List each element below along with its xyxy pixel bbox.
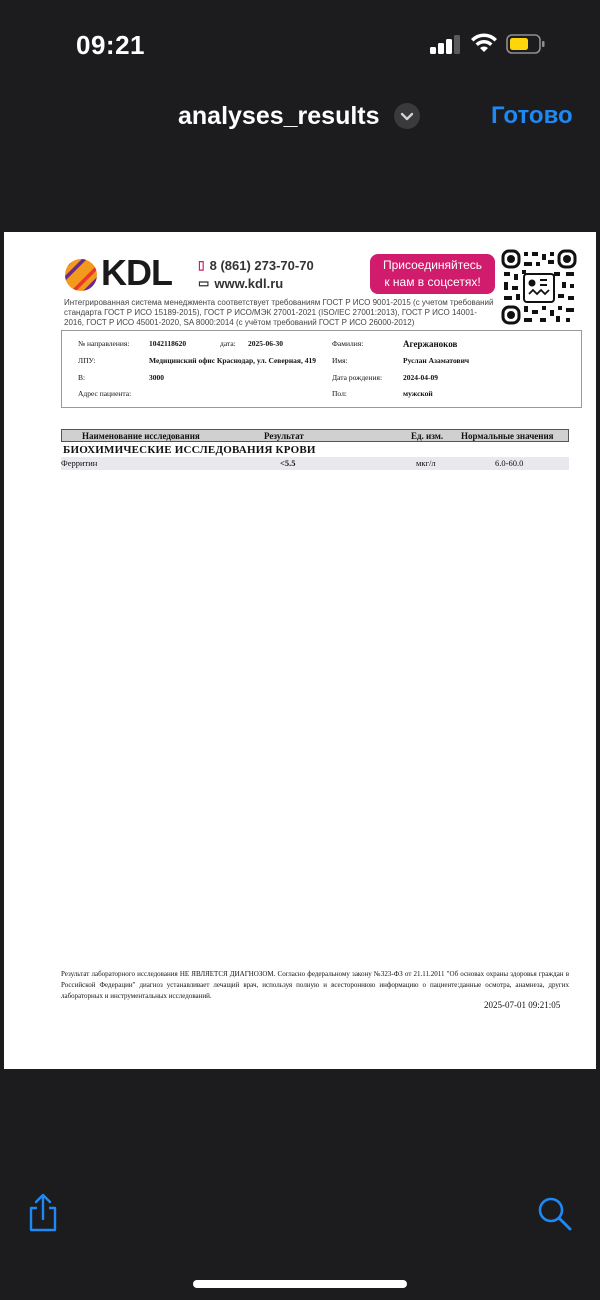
col-name-header: Наименование исследования (82, 431, 200, 441)
surname-label: Фамилия: (332, 339, 364, 348)
share-icon[interactable] (26, 1193, 60, 1233)
v-value: 3000 (149, 373, 164, 382)
address-label: Адрес пациента: (78, 389, 132, 398)
social-line-2: к нам в соцсетях! (384, 275, 481, 289)
table-row (61, 457, 569, 470)
patient-info-box (61, 330, 582, 408)
birth-value: 2024-04-09 (403, 373, 438, 382)
lpu-value: Медицинский офис Краснодар, ул. Северная, 419 (149, 356, 316, 365)
nav-bar (0, 95, 600, 139)
print-timestamp: 2025-07-01 09:21:05 (484, 1000, 561, 1010)
disclaimer-text: Результат лабораторного исследования НЕ ЯВЛЯЕТСЯ ДИАГНОЗОМ. Согласно федеральному закону №323-ФЗ от 21.11.2011 "Об основах охраны здоровья граждан в Российской Федерации" диагноз устанавливает лечащий врач, используя полную и всестороннюю информацию о пациенте:данные осмотра, анамнеза, других лабораторных и инструментальных исследований. (61, 970, 569, 1000)
date-value: 2025-06-30 (248, 339, 283, 348)
sex-value: мужской (403, 389, 433, 398)
row-result: <5.5 (280, 458, 296, 468)
iso-certification-text: Интегрированная система менеджмента соответствует требованиям ГОСТ Р ИСО 9001-2015 (с учетом требований стандарта ГОСТ Р ИСО 15189-2015), ГОСТ Р ИСО/МЭК 27001-2021 (ISO/IEC 27001:2013), ГОСТ Р ИСО 14001-2016, ГОСТ Р ИСО 45001-2020, SA 8000:2014 (с учётом требований ГОСТ Р ИСО 26000-2012) (64, 298, 494, 327)
kdl-logo-icon (64, 258, 98, 292)
col-result-header: Результат (264, 431, 304, 441)
section-title: БИОХИМИЧЕСКИЕ ИССЛЕДОВАНИЯ КРОВИ (63, 444, 316, 456)
status-time: 09:21 (76, 30, 145, 60)
status-bar (0, 0, 600, 90)
battery-icon (506, 33, 546, 55)
social-line-1: Присоединяйтесь (382, 258, 483, 272)
referral-value: 1042118620 (149, 339, 187, 348)
birth-label: Дата рождения: (332, 373, 383, 382)
lpu-label: ЛПУ: (78, 356, 96, 365)
row-norm: 6.0-60.0 (495, 458, 524, 468)
home-indicator[interactable] (193, 1280, 407, 1288)
document-title[interactable]: analyses_results (178, 102, 380, 130)
phone-icon: ▯ (198, 258, 205, 272)
row-unit: мкг/л (416, 458, 436, 468)
surname-value: Агержаноков (403, 339, 458, 349)
results-table-header (61, 429, 569, 442)
contact-block (198, 256, 314, 292)
wifi-icon (470, 32, 498, 54)
col-norm-header: Нормальные значения (461, 431, 554, 441)
date-label: дата: (220, 339, 236, 348)
social-banner[interactable] (370, 254, 495, 294)
qr-code-icon (500, 248, 578, 326)
done-button[interactable]: Готово (491, 102, 573, 129)
kdl-logo-text: KDL (101, 252, 172, 293)
cellular-signal-icon (430, 34, 462, 54)
col-unit-header: Ед. изм. (411, 431, 444, 441)
name-label: Имя: (332, 356, 348, 365)
document-page (4, 232, 596, 1069)
phone-number: 8 (861) 273-70-70 (209, 257, 314, 273)
chevron-down-icon[interactable] (393, 102, 421, 130)
referral-label: № направления: (78, 339, 130, 348)
name-value: Руслан Азаматович (403, 356, 470, 365)
monitor-icon: ▭ (198, 276, 210, 290)
website-link[interactable]: www.kdl.ru (214, 275, 284, 291)
row-name: Ферритин (61, 458, 98, 468)
v-label: В: (78, 373, 86, 382)
search-icon[interactable] (537, 1196, 573, 1232)
sex-label: Пол: (332, 389, 347, 398)
